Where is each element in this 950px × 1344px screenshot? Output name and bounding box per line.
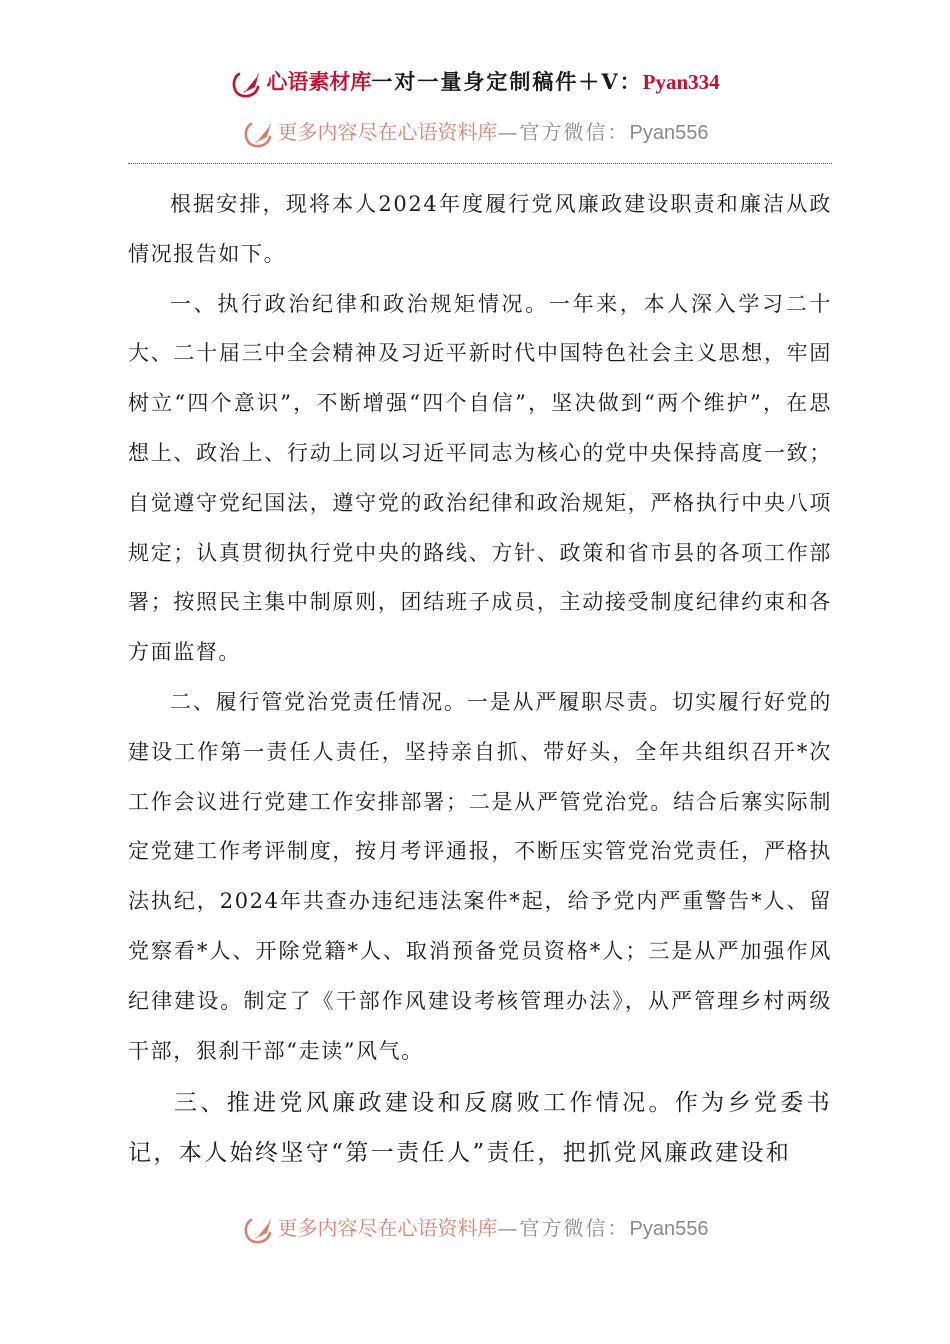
watermark-bottom-wechat: Pyan556	[629, 1218, 709, 1240]
paragraph-section-2: 二、履行管党治党责任情况。一是从严履职尽责。切实履行好党的建设工作第一责任人责任，坚持亲自抓、带好头，全年共组织召开*次工作会议进行党建工作安排部署；二是从严管党治党。结合后寨实际制定党建工作考评制度，按月考评通报，不断压实管党治党责任，严格执法执纪，2024年共查办违纪违法案件*起，给予党内严重警告*人、留党察看*人、开除党籍*人、取消预备党员资格*人；三是从严加强作风纪律建设。制定了《干部作风建设考核管理办法》，从严管理乡村两级干部，狠刹干部“走读”风气。	[128, 689, 832, 1063]
document-body	[128, 180, 832, 1178]
brand-tagline: 一对一量身定制稿件＋V：	[371, 69, 643, 94]
watermark-bottom-label: —官方微信：	[497, 1216, 630, 1240]
header-brand-line	[0, 62, 950, 102]
paragraph-section-1: 一、执行政治纪律和政治规矩情况。一年来，本人深入学习二十大、二十届三中全会精神及习近平新时代中国特色社会主义思想，牢固树立“四个意识”，不断增强“四个自信”，坚决做到“两个维护”，在思想上、政治上、行动上同以习近平同志为核心的党中央保持高度一致；自觉遵守党纪国法，遵守党的政治纪律和政治规矩，严格执行中央八项规定；认真贯彻执行党中央的路线、方针、政策和省市县的各项工作部署；按照民主集中制原则，团结班子成员，主动接受制度纪律约束和各方面监督。	[128, 291, 832, 665]
header-divider	[128, 163, 832, 164]
watermark-bottom	[0, 1208, 950, 1248]
watermark-top-wechat: Pyan556	[629, 122, 709, 144]
quill-logo-icon	[230, 67, 264, 101]
watermark-top	[0, 112, 950, 152]
paragraph-section-3: 三、推进党风廉政建设和反腐败工作情况。作为乡党委书记，本人始终坚守“第一责任人”责任，把抓党风廉政建设和	[128, 1090, 832, 1167]
quill-logo-icon	[242, 117, 276, 151]
brand-name: 心语素材库	[266, 69, 372, 94]
quill-logo-icon	[242, 1213, 276, 1247]
watermark-top-text: 更多内容尽在心语资料库	[277, 120, 498, 144]
paragraph-intro: 根据安排，现将本人2024年度履行党风廉政建设职责和廉洁从政情况报告如下。	[128, 192, 832, 266]
watermark-top-label: —官方微信：	[497, 120, 630, 144]
watermark-bottom-text: 更多内容尽在心语资料库	[277, 1216, 498, 1240]
brand-contact-id: Pyan334	[642, 70, 720, 94]
